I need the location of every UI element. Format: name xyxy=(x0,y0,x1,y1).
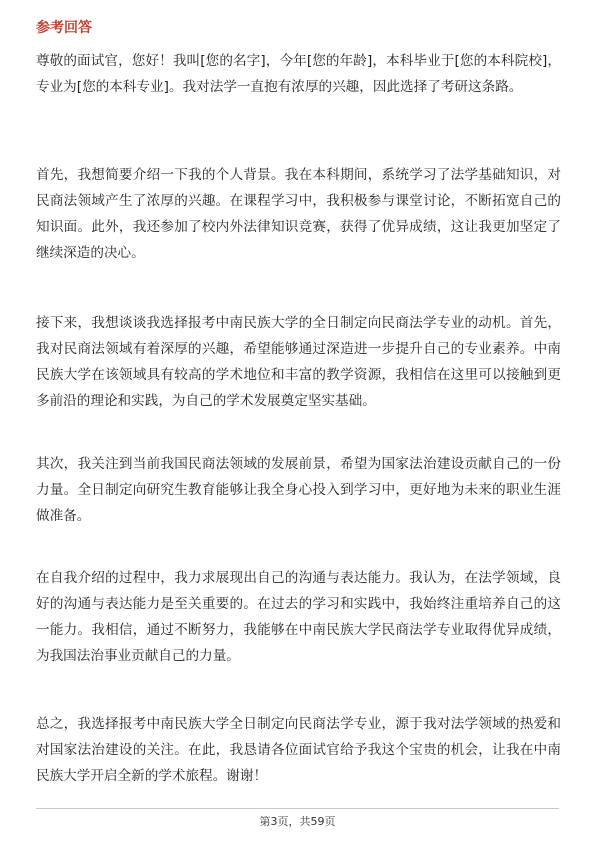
paragraph-prospects: 其次，我关注到当前我国民商法领域的发展前景，希望为国家法治建设贡献自己的一份力量。全日制定向研究生教育能够让我全身心投入到学习中，更好地为未来的职业生涯做准备。 xyxy=(36,456,561,524)
paragraph-communication: 在自我介绍的过程中，我力求展现出自己的沟通与表达能力。我认为，在法学领域，良好的沟通与表达能力是至关重要的。在过去的学习和实践中，我始终注重培养自己的这一能力。我相信，通过不断努力，我能够在中南民族大学民商法学专业取得优异成绩，为我国法治事业贡献自己的力量。 xyxy=(36,570,561,664)
footer-divider xyxy=(36,808,559,809)
page-number: 第3页，共59页 xyxy=(259,815,336,828)
paragraph-intro: 尊敬的面试官，您好！我叫[您的名字]，今年[您的年龄]，本科毕业于[您的本科院校]，专业为[您的本科专业]。我对法学一直抱有浓厚的兴趣，因此选择了考研这条路。 xyxy=(36,53,561,95)
paragraph-conclusion: 总之，我选择报考中南民族大学全日制定向民商法学专业，源于我对法学领域的热爱和对国家法治建设的关注。在此，我恳请各位面试官给予我这个宝贵的机会，让我在中南民族大学开启全新的学术旅程。谢谢！ xyxy=(36,716,561,784)
section-heading: 参考回答 xyxy=(36,20,92,36)
paragraph-background: 首先，我想简要介绍一下我的个人背景。我在本科期间，系统学习了法学基础知识，对民商法领域产生了浓厚的兴趣。在课程学习中，我积极参与课堂讨论，不断拓宽自己的知识面。此外，我还参加了校内外法律知识竞赛，获得了优异成绩，这让我更加坚定了继续深造的决心。 xyxy=(36,167,561,261)
paragraph-motivation: 接下来，我想谈谈我选择报考中南民族大学的全日制定向民商法学专业的动机。首先，我对民商法领域有着深厚的兴趣，希望能够通过深造进一步提升自己的专业素养。中南民族大学在该领域具有较高的学术地位和丰富的教学资源，我相信在这里可以接触到更多前沿的理论和实践，为自己的学术发展奠定坚实基础。 xyxy=(36,315,561,409)
